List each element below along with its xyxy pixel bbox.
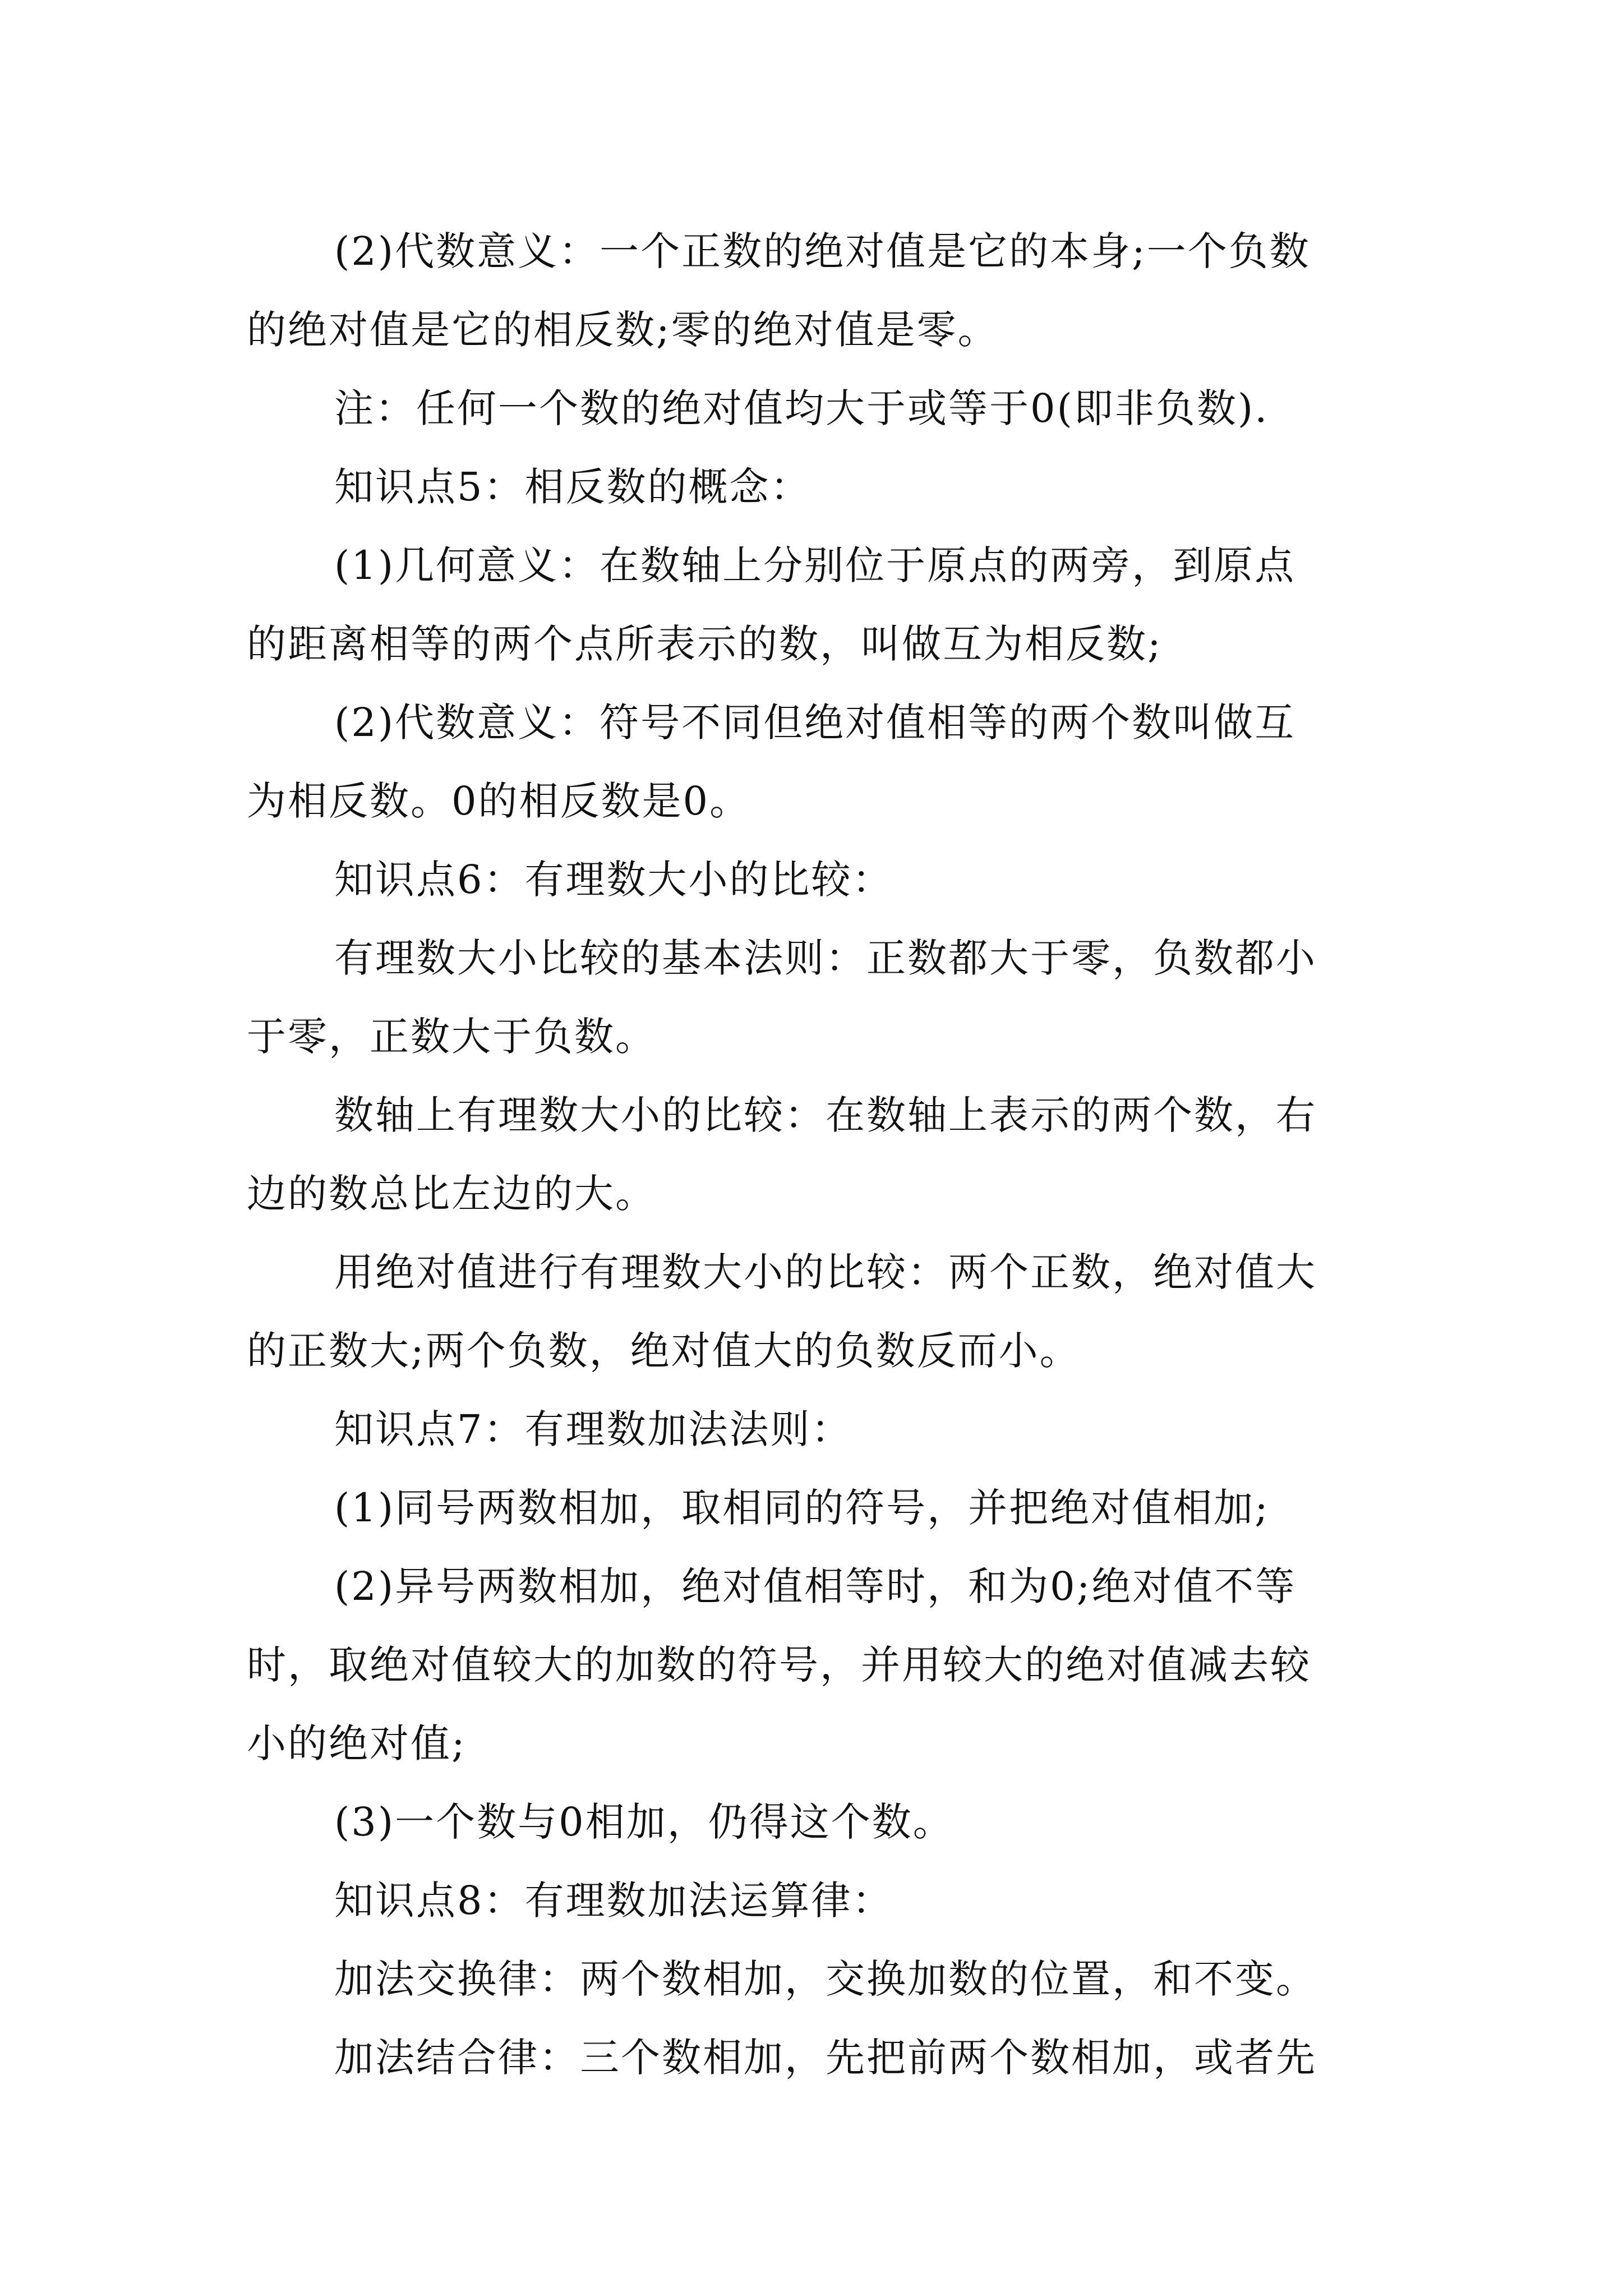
text-line: (2)异号两数相加，绝对值相等时，和为0;绝对值不等	[334, 1563, 1297, 1609]
text-line: (2)代数意义：符号不同但绝对值相等的两个数叫做互	[334, 700, 1296, 746]
text-line: 用绝对值进行有理数大小的比较：两个正数，绝对值大	[334, 1249, 1317, 1295]
text-line: (3)一个数与0相加，仍得这个数。	[334, 1799, 954, 1845]
text-line: 数轴上有理数大小的比较：在数轴上表示的两个数，右	[334, 1092, 1317, 1138]
section-heading: 知识点8：有理数加法运算律：	[334, 1878, 893, 1924]
text-line: 的绝对值是它的相反数;零的绝对值是零。	[247, 307, 999, 353]
section-heading: 知识点5：相反数的概念：	[334, 464, 811, 510]
text-line: (1)同号两数相加，取相同的符号，并把绝对值相加;	[334, 1485, 1270, 1531]
text-line: 为相反数。0的相反数是0。	[247, 778, 751, 824]
text-line: 边的数总比左边的大。	[247, 1171, 656, 1217]
text-line: 的正数大;两个负数，绝对值大的负数反而小。	[247, 1328, 1081, 1374]
text-line: 加法结合律：三个数相加，先把前两个数相加，或者先	[334, 2035, 1317, 2081]
text-line: 注：任何一个数的绝对值均大于或等于0(即非负数).	[334, 385, 1269, 431]
section-heading: 知识点6：有理数大小的比较：	[334, 857, 893, 903]
text-line: (1)几何意义：在数轴上分别位于原点的两旁，到原点	[334, 542, 1296, 588]
text-line: 小的绝对值;	[247, 1720, 467, 1766]
text-line: 的距离相等的两个点所表示的数，叫做互为相反数;	[247, 621, 1163, 667]
section-heading: 知识点7：有理数加法法则：	[334, 1406, 852, 1452]
text-line: 时，取绝对值较大的加数的符号，并用较大的绝对值减去较	[247, 1642, 1311, 1688]
text-line: (2)代数意义：一个正数的绝对值是它的本身;一个负数	[334, 228, 1311, 274]
text-line: 于零，正数大于负数。	[247, 1014, 656, 1060]
text-line: 加法交换律：两个数相加，交换加数的位置，和不变。	[334, 1956, 1317, 2002]
document-body	[247, 212, 1402, 2097]
text-line: 有理数大小比较的基本法则：正数都大于零，负数都小	[334, 935, 1317, 981]
